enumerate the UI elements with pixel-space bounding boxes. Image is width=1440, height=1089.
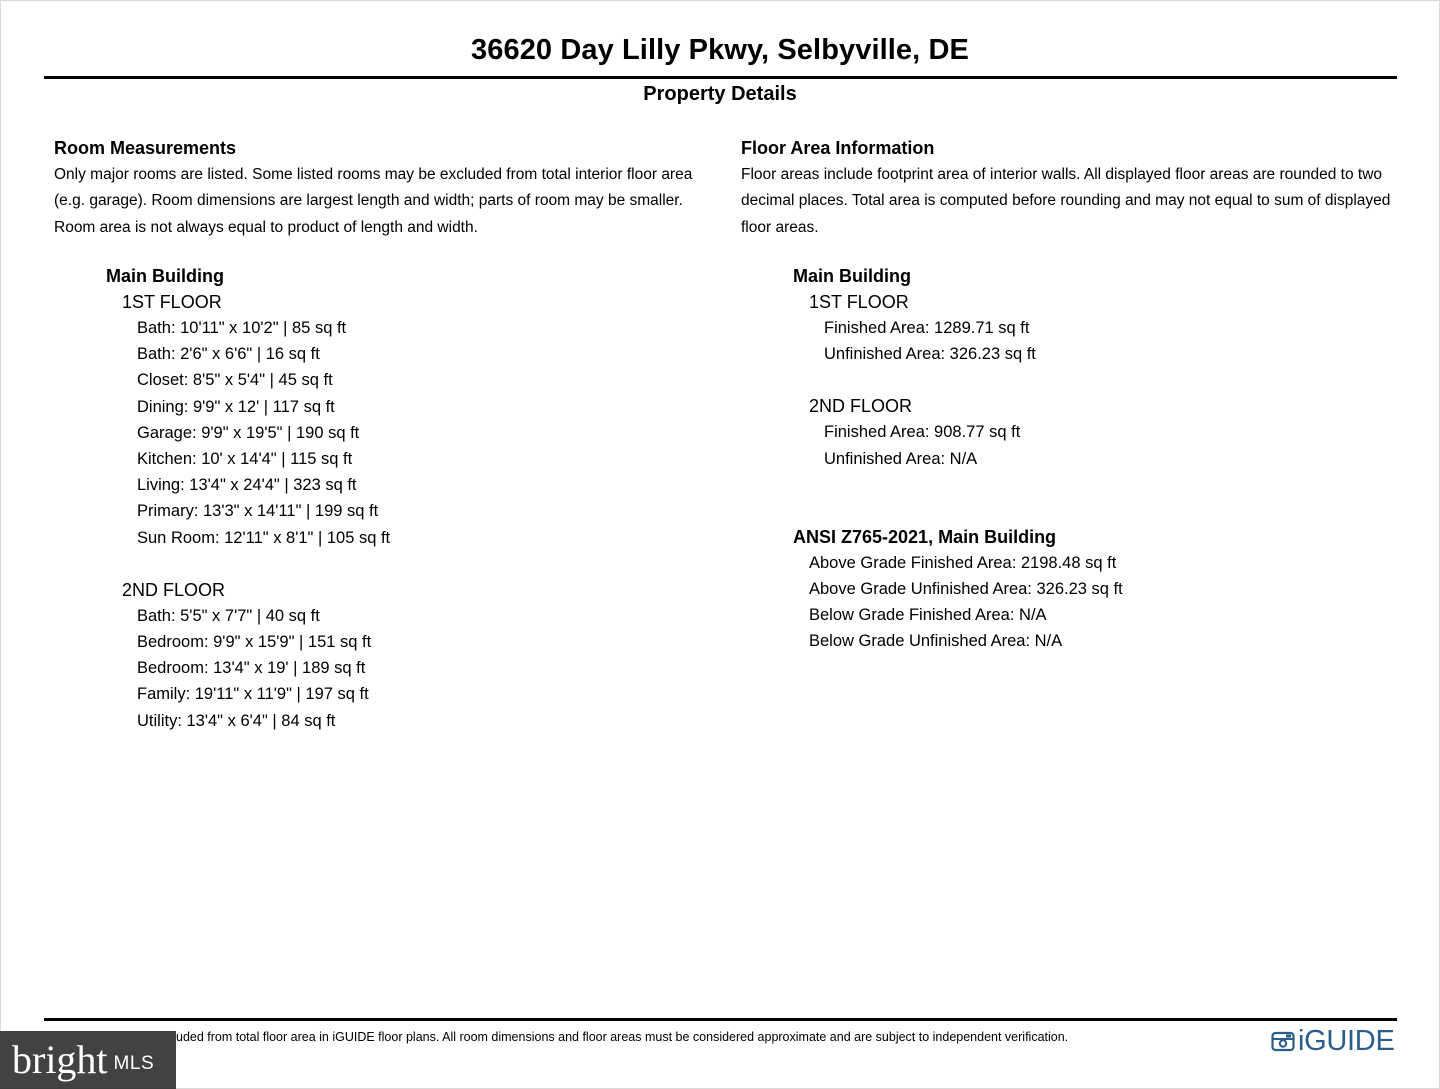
iguide-logo [1271,1024,1395,1058]
area-item: Unfinished Area: N/A [824,449,978,468]
bright-mls-watermark [0,1031,176,1089]
footer-divider [44,1018,1397,1021]
ansi-item: Below Grade Finished Area: N/A [809,606,1047,625]
room-measurements-section [54,134,714,734]
room-item: Dining: 9'9" x 12' | 117 sq ft [137,397,335,416]
building-name: Main Building [793,265,911,286]
room-item: Sun Room: 12'11" x 8'1" | 105 sq ft [137,528,391,547]
floor-name: 1ST FLOOR [122,291,222,312]
room-item: Kitchen: 10' x 14'4" | 115 sq ft [137,449,353,468]
floor-area-building [741,263,1401,655]
watermark-mls-text: MLS [113,1053,155,1074]
iguide-logo-text: iGUIDE [1298,1025,1395,1057]
room-item: Garage: 9'9" x 19'5" | 190 sq ft [137,423,360,442]
room-item: Bath: 5'5" x 7'7" | 40 sq ft [137,606,320,625]
room-item: Living: 13'4" x 24'4" | 323 sq ft [137,476,357,495]
footer-note: uded from total floor area in iGUIDE floor plans. All room dimensions and floor areas must be considered approximate and are subject to independent verification. [176,1030,1069,1044]
floor-name: 1ST FLOOR [809,291,909,312]
room-item: Utility: 13'4" x 6'4" | 84 sq ft [137,711,336,730]
room-measurements-building [54,263,714,734]
room-measurements-description: Only major rooms are listed. Some listed rooms may be excluded from total interior floor area (e.g. garage). Room dimensions are largest length and width; parts of room may be smaller. Room area is not always equal to product of length and width. [54,166,693,236]
iguide-camera-icon [1271,1029,1295,1053]
ansi-item: Below Grade Unfinished Area: N/A [809,632,1063,651]
room-measurements-heading: Room Measurements [54,138,237,158]
area-item: Unfinished Area: 326.23 sq ft [824,345,1036,364]
floor-name: 2ND FLOOR [809,396,913,417]
area-item: Finished Area: 908.77 sq ft [824,423,1021,442]
ansi-heading: ANSI Z765-2021, Main Building [793,526,1057,547]
title-divider [44,76,1397,79]
ansi-item: Above Grade Unfinished Area: 326.23 sq ft [809,579,1123,598]
ansi-item: Above Grade Finished Area: 2198.48 sq ft [809,553,1117,572]
room-item: Closet: 8'5" x 5'4" | 45 sq ft [137,371,333,390]
page-subtitle: Property Details [643,83,797,105]
floor-name: 2ND FLOOR [122,579,226,600]
area-item: Finished Area: 1289.71 sq ft [824,318,1030,337]
watermark-bright-text: bright [12,1037,108,1082]
room-item: Bath: 10'11" x 10'2" | 85 sq ft [137,318,347,337]
room-item: Bath: 2'6" x 6'6" | 16 sq ft [137,345,320,364]
room-item: Bedroom: 13'4" x 19' | 189 sq ft [137,659,366,678]
room-item: Family: 19'11" x 11'9" | 197 sq ft [137,685,369,704]
floor-area-heading: Floor Area Information [741,138,935,158]
page-title: 36620 Day Lilly Pkwy, Selbyville, DE [471,34,969,66]
floor-area-section [741,134,1401,655]
building-name: Main Building [106,265,224,286]
room-item: Primary: 13'3" x 14'11" | 199 sq ft [137,502,379,521]
room-item: Bedroom: 9'9" x 15'9" | 151 sq ft [137,632,372,651]
floor-area-description: Floor areas include footprint area of interior walls. All displayed floor areas are rounded to two decimal places. Total area is computed before rounding and may not equal to sum of displayed floor areas. [741,166,1391,236]
